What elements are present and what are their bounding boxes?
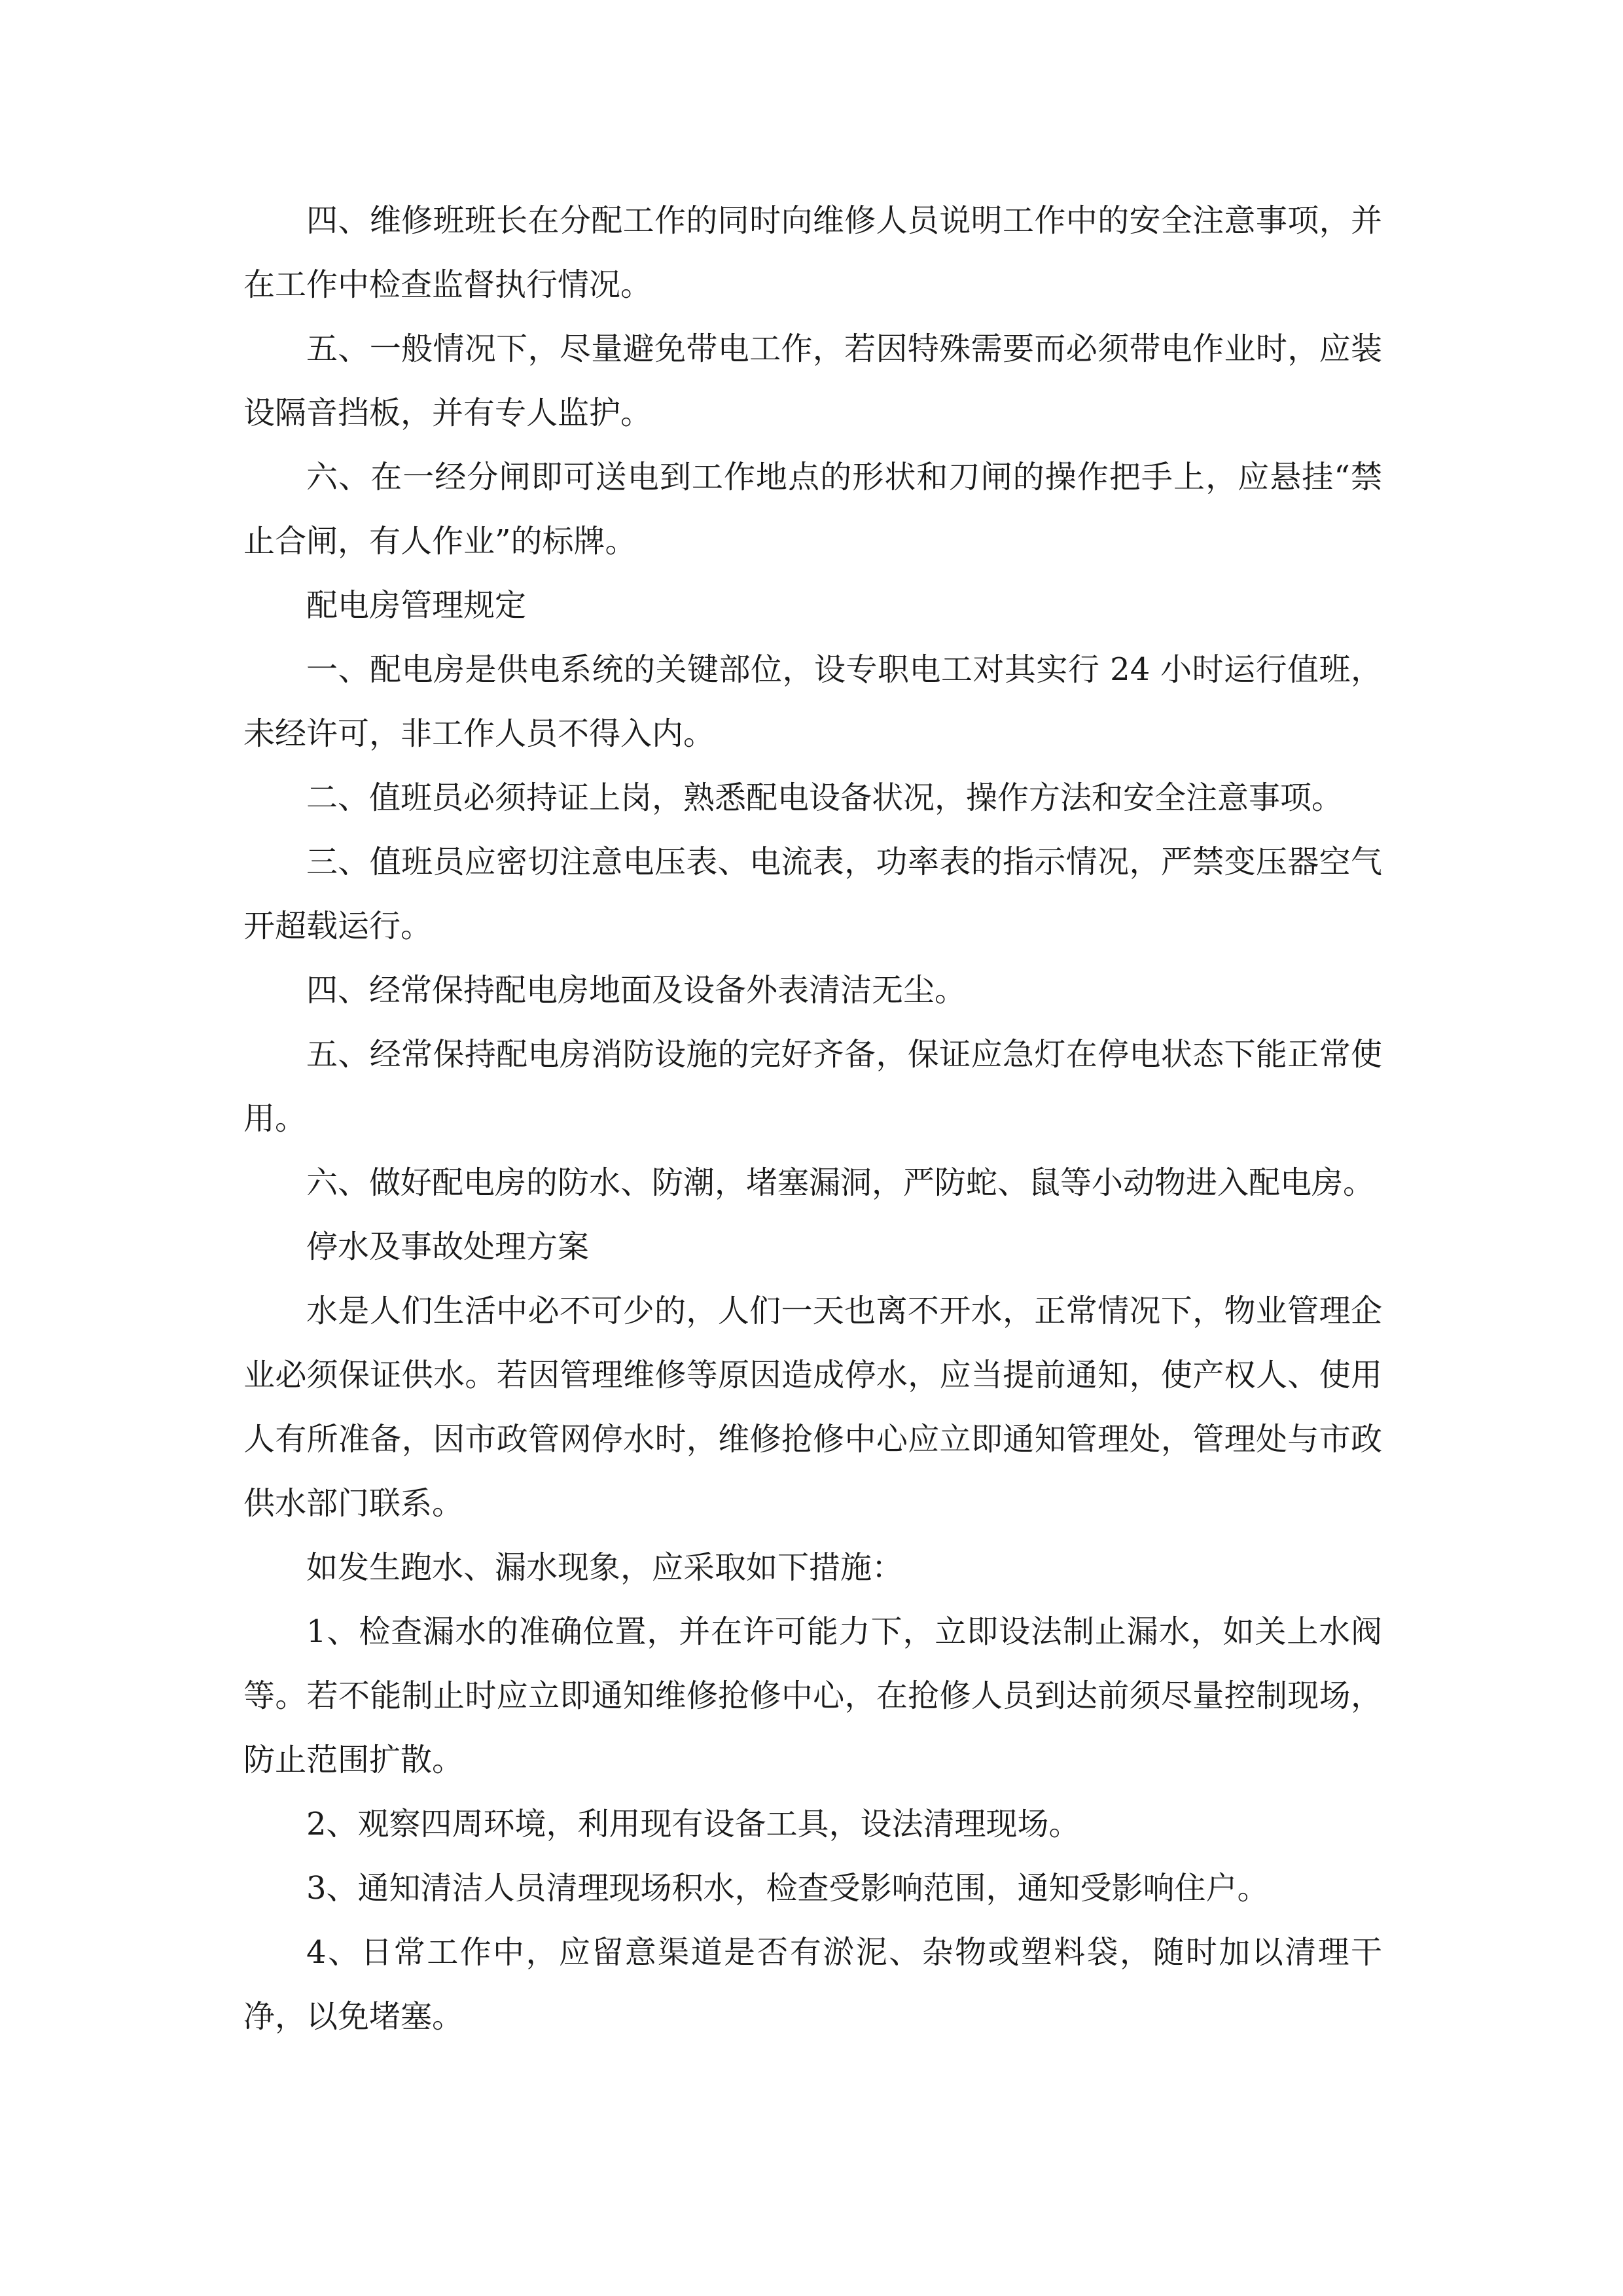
- paragraph-distribution-item-3: 三、值班员应密切注意电压表、电流表，功率表的指示情况，严禁变压器空气开超载运行。: [243, 844, 1382, 944]
- paragraph-leak-step-4: 4、日常工作中，应留意渠道是否有淤泥、杂物或塑料袋，随时加以清理干净，以免堵塞。: [243, 1934, 1382, 2035]
- paragraph-maintenance-item-5: 五、一般情况下，尽量避免带电工作，若因特殊需要而必须带电作业时，应装设隔音挡板，并有专人监护。: [243, 331, 1382, 431]
- paragraph-maintenance-item-6: 六、在一经分闸即可送电到工作地点的形状和刀闸的操作把手上，应悬挂“禁止合闸，有人作业”的标牌。: [243, 459, 1382, 560]
- paragraph-leak-step-1: 1、检查漏水的准确位置，并在许可能力下，立即设法制止漏水，如关上水阀等。若不能制止时应立即通知维修抢修中心，在抢修人员到达前须尽量控制现场，防止范围扩散。: [243, 1613, 1382, 1778]
- paragraph-leak-measures-intro: 如发生跑水、漏水现象，应采取如下措施：: [306, 1549, 904, 1586]
- paragraph-water-intro: 水是人们生活中必不可少的，人们一天也离不开水，正常情况下，物业管理企业必须保证供水。若因管理维修等原因造成停水，应当提前通知，使产权人、使用人有所准备，因市政管网停水时，维修抢修中心应立即通知管理处，管理处与市政供水部门联系。: [243, 1293, 1382, 1522]
- paragraph-distribution-item-4: 四、经常保持配电房地面及设备外表清洁无尘。: [306, 972, 967, 1009]
- paragraph-distribution-item-1: 一、配电房是供电系统的关键部位，设专职电工对其实行 24 小时运行值班，未经许可，非工作人员不得入内。: [243, 651, 1382, 752]
- paragraph-distribution-item-2: 二、值班员必须持证上岗，熟悉配电设备状况，操作方法和安全注意事项。: [306, 780, 1344, 816]
- paragraph-leak-step-2: 2、观察四周环境，利用现有设备工具，设法清理现场。: [306, 1806, 1080, 1842]
- paragraph-distribution-item-6: 六、做好配电房的防水、防潮，堵塞漏洞，严防蛇、鼠等小动物进入配电房。: [306, 1164, 1375, 1201]
- section-heading-distribution-room: 配电房管理规定: [306, 587, 527, 624]
- document-body: [243, 188, 1382, 2049]
- section-heading-water-outage: 停水及事故处理方案: [306, 1229, 590, 1265]
- paragraph-maintenance-item-4: 四、维修班班长在分配工作的同时向维修人员说明工作中的安全注意事项，并在工作中检查监督执行情况。: [243, 202, 1382, 303]
- paragraph-distribution-item-5: 五、经常保持配电房消防设施的完好齐备，保证应急灯在停电状态下能正常使用。: [243, 1036, 1382, 1137]
- paragraph-leak-step-3: 3、通知清洁人员清理现场积水，检查受影响范围，通知受影响住户。: [306, 1870, 1269, 1907]
